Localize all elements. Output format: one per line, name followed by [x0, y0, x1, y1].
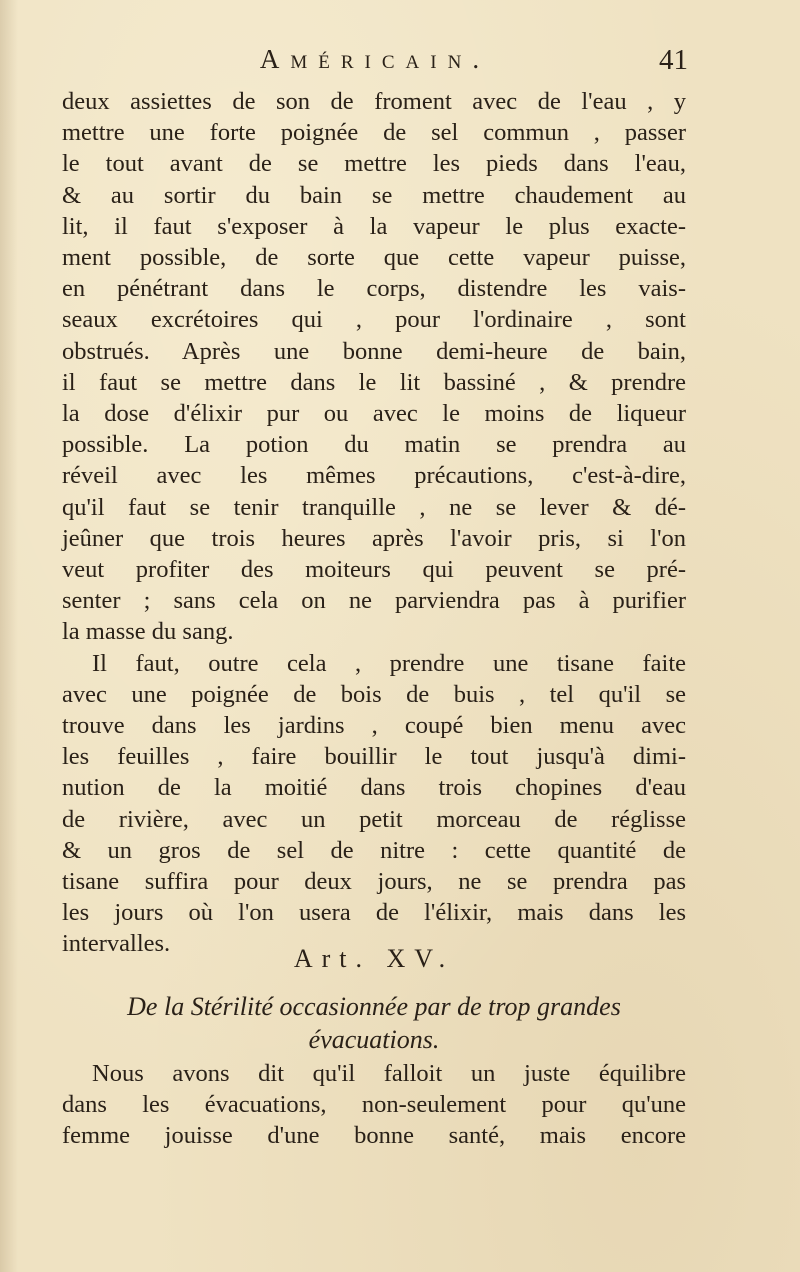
text-line: la dose d'élixir pur ou avec le moins de liqueur [62, 400, 686, 428]
page-header [62, 38, 688, 90]
text-line: trouve dans les jardins , coupé bien menu avec [62, 712, 686, 740]
article-title-line: De la Stérilité occasionnée par de trop grandes [127, 992, 621, 1021]
text-line: & un gros de sel de nitre : cette quantité de [62, 836, 686, 864]
text-line: les feuilles , faire bouillir le tout jusqu'à dimi- [62, 743, 686, 771]
text-line: Nous avons dit qu'il falloit un juste équilibre [92, 1060, 686, 1087]
text-line: nution de la moitié dans trois chopines d'eau [62, 774, 686, 802]
text-line: mettre une forte poignée de sel commun , passer [62, 119, 686, 147]
text-line: la masse du sang. [62, 618, 234, 646]
article-title [62, 990, 686, 1056]
running-title: Américain. [259, 44, 491, 74]
text-line: il faut se mettre dans le lit bassiné , & prendre [62, 368, 686, 396]
text-line: qu'il faut se tenir tranquille , ne se lever & dé- [62, 493, 686, 521]
text-line: dans les évacuations, non-seulement pour qu'une [62, 1091, 686, 1119]
text-line: & au sortir du bain se mettre chaudement au [62, 181, 686, 209]
text-line: avec une poignée de bois de buis , tel qu'il se [62, 680, 686, 708]
closing-paragraph [62, 1058, 686, 1152]
text-line: seaux excrétoires qui , pour l'ordinaire , sont [62, 306, 686, 334]
text-line: jeûner que trois heures après l'avoir pris, si l'on [62, 524, 686, 552]
article-title-line: évacuations. [308, 1025, 440, 1054]
text-line: femme jouisse d'une bonne santé, mais encore [62, 1122, 686, 1150]
text-line: possible. La potion du matin se prendra au [62, 431, 686, 459]
text-line: de rivière, avec un petit morceau de réglisse [62, 805, 686, 833]
spine-shadow [0, 0, 18, 1272]
text-line: tisane suffira pour deux jours, ne se prendra pas [62, 868, 686, 896]
text-line: les jours où l'on usera de l'élixir, mais dans les [62, 899, 686, 927]
text-line: deux assiettes de son de froment avec de l'eau , y [62, 88, 686, 115]
text-line: lit, il faut s'exposer à la vapeur le plus exacte- [62, 212, 686, 240]
main-text [62, 86, 686, 960]
page-number: 41 [659, 44, 688, 76]
text-line: le tout avant de se mettre les pieds dans l'eau, [62, 150, 686, 178]
text-line: intervalles. [62, 930, 171, 958]
text-line: réveil avec les mêmes précautions, c'est-à-dire, [62, 462, 686, 490]
text-line: ment possible, de sorte que cette vapeur puisse, [62, 244, 686, 272]
text-line: obstrués. Après une bonne demi-heure de bain, [62, 337, 686, 365]
article-heading: Art. XV. [293, 944, 455, 973]
text-line: Il faut, outre cela , prendre une tisane faite [92, 649, 686, 677]
text-line: senter ; sans cela on ne parviendra pas à purifier [62, 587, 686, 615]
text-line: en pénétrant dans le corps, distendre les vais- [62, 275, 686, 303]
text-line: veut profiter des moiteurs qui peuvent se pré- [62, 556, 686, 584]
